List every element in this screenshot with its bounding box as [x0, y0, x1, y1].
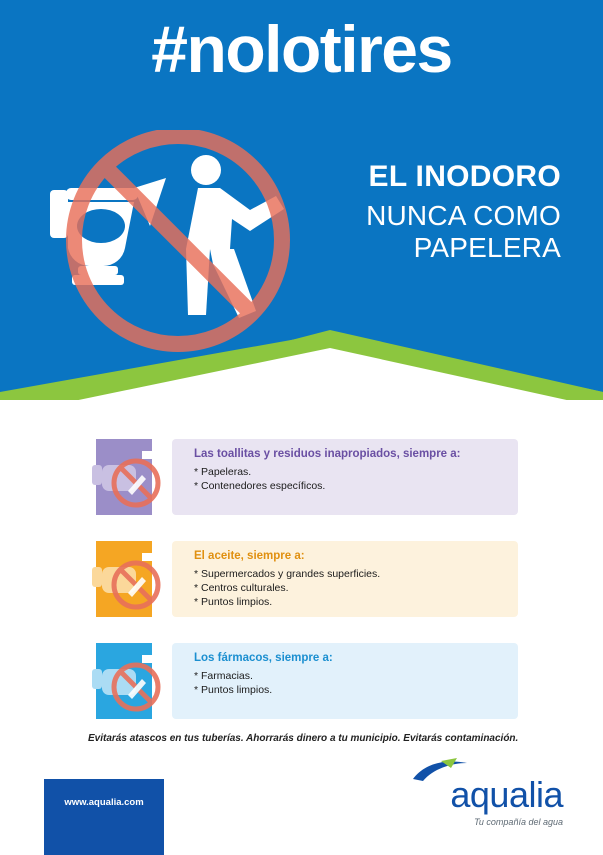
wipes-item: * Contenedores específicos.	[194, 480, 326, 493]
oil-item: * Puntos limpios.	[194, 596, 273, 609]
headline-line1: EL INODORO	[368, 160, 561, 193]
drugs-panel	[172, 643, 518, 719]
oil-item: * Centros culturales.	[194, 582, 289, 595]
website-url-box[interactable]	[44, 779, 164, 855]
drugs-item: * Puntos limpios.	[194, 684, 273, 697]
headline-line2: NUNCA COMO PAPELERA	[366, 199, 561, 263]
wipes-title: Las toallitas y residuos inapropiados, siempre a:	[194, 448, 461, 460]
oil-item: * Supermercados y grandes superficies.	[194, 568, 381, 580]
wipes-tile-icon	[88, 435, 180, 519]
wipes-item: * Papeleras.	[194, 466, 252, 478]
headline-block	[281, 160, 561, 264]
toilet-icon	[50, 188, 138, 285]
info-row-wipes	[88, 435, 518, 519]
brand-tagline: Tu compañía del agua	[474, 817, 563, 827]
wipes-panel	[172, 439, 518, 515]
oil-panel	[172, 541, 518, 617]
drugs-title: Los fármacos, siempre a:	[194, 652, 333, 664]
website-url-label: www.aqualia.com	[64, 797, 144, 808]
brand-name: aqualia	[450, 774, 563, 815]
aqualia-swoosh-icon	[411, 757, 471, 783]
oil-tile-icon	[88, 537, 180, 621]
brand-logo	[363, 775, 563, 827]
info-row-drugs	[88, 639, 518, 723]
drugs-tile-icon	[88, 639, 180, 723]
footnote-text: Evitarás atascos en tus tuberías. Ahorrarás dinero a tu municipio. Evitarás contaminación.	[88, 733, 519, 744]
page-title: #nolotires	[151, 12, 452, 86]
info-row-oil	[88, 537, 518, 621]
drugs-item: * Farmacias.	[194, 670, 253, 682]
oil-title: El aceite, siempre a:	[194, 550, 305, 562]
